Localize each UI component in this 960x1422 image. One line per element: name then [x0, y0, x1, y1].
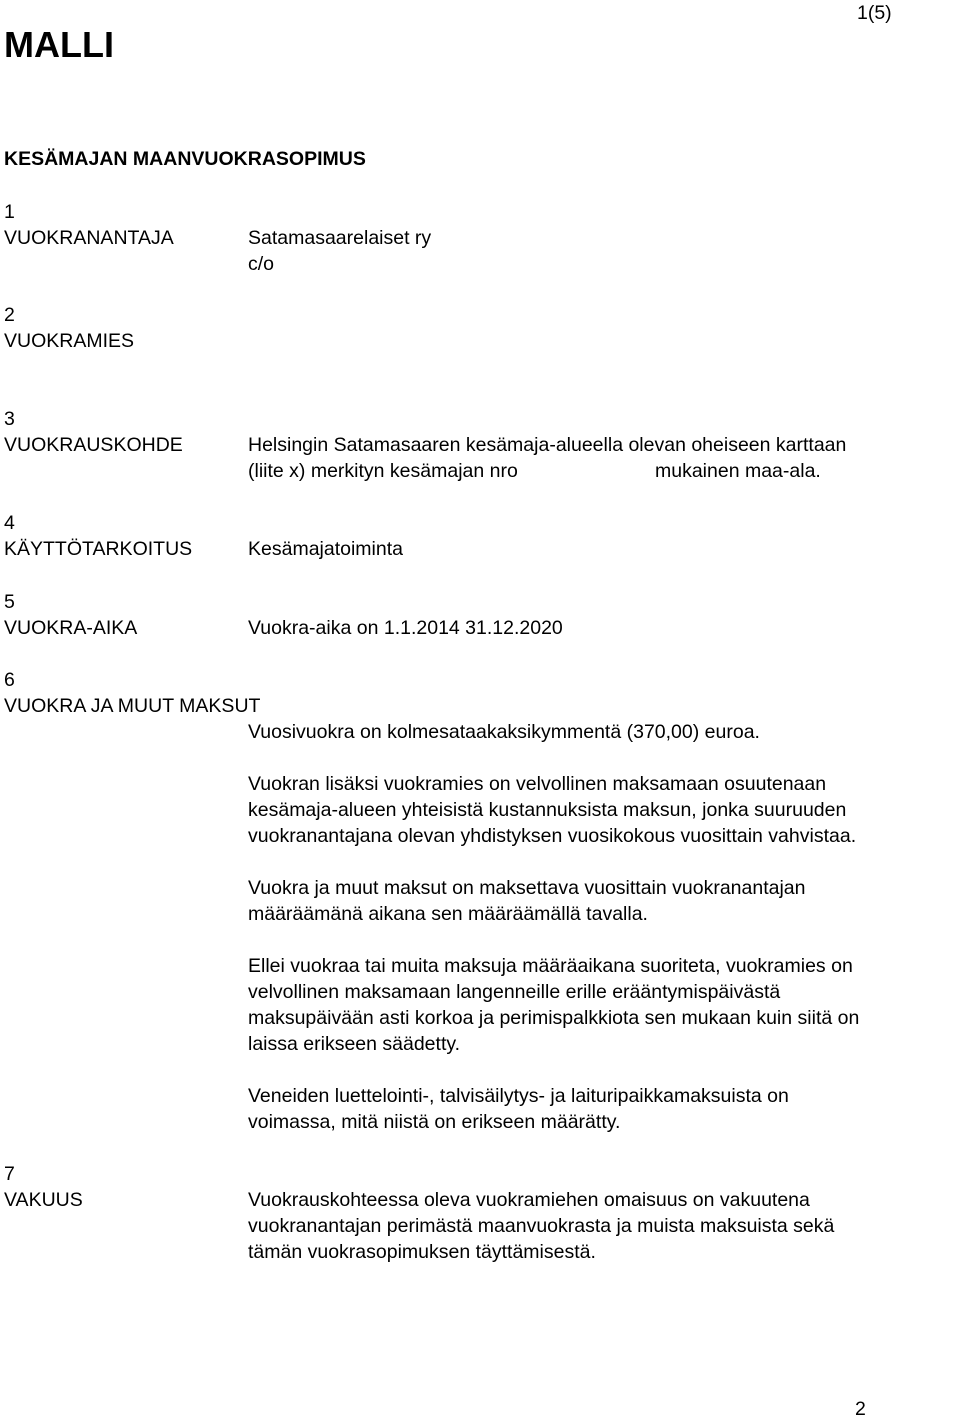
late-payment-line-4: laissa erikseen säädetty.	[248, 1033, 461, 1055]
usage-purpose: Kesämajatoiminta	[248, 538, 403, 560]
rental-object-line-2a: (liite x) merkityn kesämajan nro	[248, 460, 518, 482]
rental-object-line-1: Helsingin Satamasaaren kesämaja-alueella olevan oheiseen karttaan	[248, 434, 847, 456]
section-1-label: VUOKRANANTAJA	[4, 227, 174, 249]
section-4-number: 4	[4, 512, 15, 534]
lessor-care-of: c/o	[248, 253, 275, 275]
rental-period: Vuokra-aika on 1.1.2014 31.12.2020	[248, 617, 563, 639]
section-2-number: 2	[4, 304, 15, 326]
lessor-name: Satamasaarelaiset ry	[248, 227, 432, 249]
additional-fees-line-2: kesämaja-alueen yhteisistä kustannuksista maksun, jonka suuruuden	[248, 799, 847, 821]
section-7-label: VAKUUS	[4, 1189, 83, 1211]
section-3-label: VUOKRAUSKOHDE	[4, 434, 183, 456]
late-payment-line-2: velvollinen maksamaan langenneille erille erääntymispäivästä	[248, 981, 781, 1003]
section-5-number: 5	[4, 591, 15, 613]
contract-title: KESÄMAJAN MAANVUOKRASOPIMUS	[4, 148, 366, 170]
additional-fees-line-1: Vuokran lisäksi vuokramies on velvollinen maksamaan osuutenaan	[248, 773, 827, 795]
payment-terms-line-1: Vuokra ja muut maksut on maksettava vuosittain vuokranantajan	[248, 877, 806, 899]
section-6-number: 6	[4, 669, 15, 691]
security-line-1: Vuokrauskohteessa oleva vuokramiehen omaisuus on vakuutena	[248, 1189, 810, 1211]
late-payment-line-1: Ellei vuokraa tai muita maksuja määräaikana suoriteta, vuokramies on	[248, 955, 853, 977]
section-4-label: KÄYTTÖTARKOITUS	[4, 538, 193, 560]
footer-page-number: 2	[855, 1398, 866, 1420]
section-6-label: VUOKRA JA MUUT MAKSUT	[4, 695, 261, 717]
page-number: 1(5)	[857, 2, 892, 24]
security-line-2: vuokranantajan perimästä maanvuokrasta ja muista maksuista sekä	[248, 1215, 835, 1237]
boat-fees-line-1: Veneiden luettelointi-, talvisäilytys- ja laituripaikkamaksuista on	[248, 1085, 789, 1107]
section-3-number: 3	[4, 408, 15, 430]
section-7-number: 7	[4, 1163, 15, 1185]
annual-rent: Vuosivuokra on kolmesataakaksikymmentä (370,00) euroa.	[248, 721, 760, 743]
additional-fees-line-3: vuokranantajana olevan yhdistyksen vuosikokous vuosittain vahvistaa.	[248, 825, 857, 847]
rental-object-line-2b: mukainen maa-ala.	[655, 460, 821, 482]
late-payment-line-3: maksupäivään asti korkoa ja perimispalkkiota sen mukaan kuin siitä on	[248, 1007, 860, 1029]
section-5-label: VUOKRA-AIKA	[4, 617, 138, 639]
security-line-3: tämän vuokrasopimuksen täyttämisestä.	[248, 1241, 596, 1263]
section-1-number: 1	[4, 201, 15, 223]
document-title: MALLI	[4, 24, 114, 65]
section-2-label: VUOKRAMIES	[4, 330, 135, 352]
boat-fees-line-2: voimassa, mitä niistä on erikseen määrätty.	[248, 1111, 621, 1133]
payment-terms-line-2: määräämänä aikana sen määräämällä tavalla.	[248, 903, 648, 925]
